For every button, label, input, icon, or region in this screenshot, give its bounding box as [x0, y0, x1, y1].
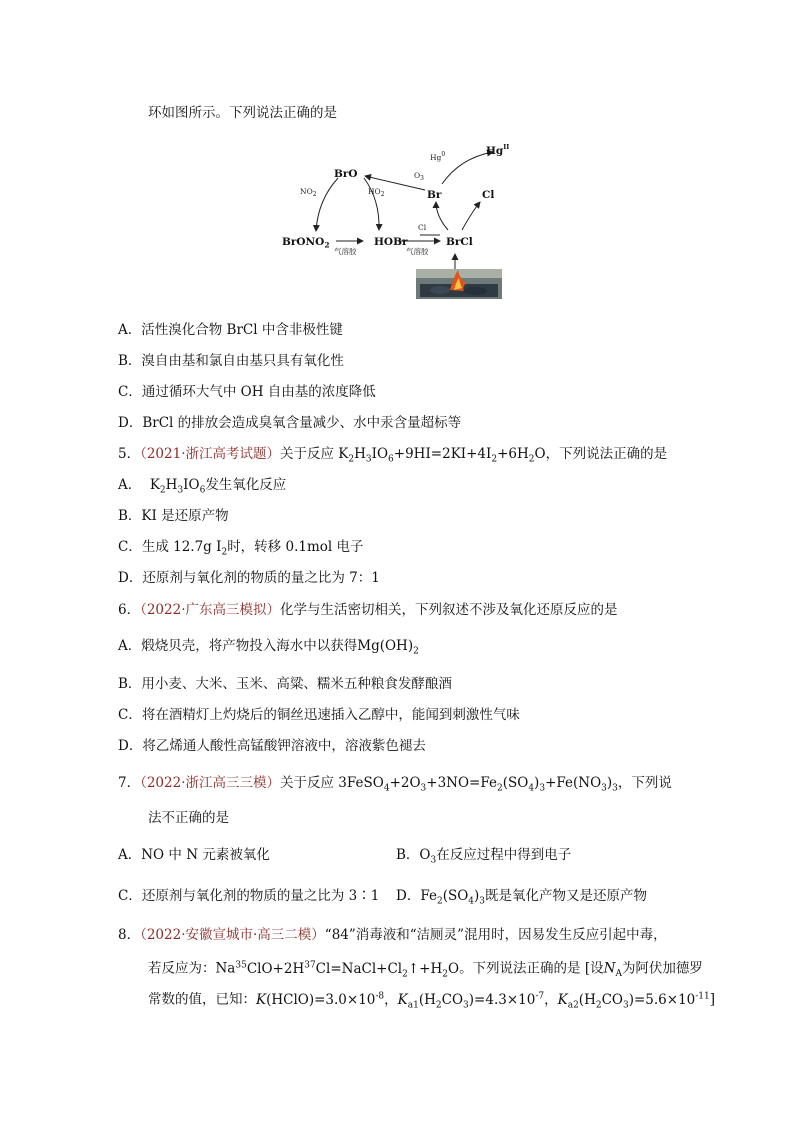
label-aerosol-1: 气溶胶 [334, 247, 357, 256]
q6-option-b: B．用小麦、大米、玉米、高粱、糯米五种粮食发酵酿酒 [118, 676, 452, 692]
node-cl: Cl [482, 189, 495, 201]
q6-option-a: A．煅烧贝壳，将产物投入海水中以获得$Mg(OH)_2$ [118, 638, 419, 657]
q6-option-d: D．将乙烯通人酸性高锰酸钾溶液中，溶液紫色褪去 [118, 738, 426, 754]
node-hg2: $Hg^{II}$ [486, 143, 510, 157]
question-number: 8． [118, 927, 141, 943]
burning-pile-photo [416, 269, 502, 299]
q5-equation: $K_2H_3IO_6+9HI=2KI+4I_2+6H_2O$ [338, 446, 546, 465]
node-bro: BrO [334, 168, 358, 180]
bromine-cycle-diagram [270, 138, 530, 303]
q6-option-c: C．将在酒精灯上灼烧后的铜丝迅速插入乙醇中，能闻到刺激性气味 [118, 707, 520, 723]
q7-stem-line2: 法不正确的是 [148, 810, 229, 826]
arrow-bro-to-hobr [364, 178, 379, 230]
q4-option-c: C．通过循环大气中 OH 自由基的浓度降低 [118, 384, 376, 400]
q8-stem-line3: 常数的值，已知：$K(HClO)=3.0\times 10^{-8}$，$K_{a1}(H_2CO_3)=4.3\times 10^{-7}$，$K_{a2}(H_2CO_3)=5.6\times 10^{-11}$] [148, 991, 716, 1011]
question-source: （2022·安徽宣城市·高三二模） [140, 927, 325, 943]
q5-option-b: B．KI 是还原产物 [118, 508, 229, 524]
arrow-brcl-to-br [436, 202, 448, 230]
q4-option-a: A．活性溴化合物 BrCl 中含非极性键 [118, 322, 343, 338]
label-no2: $NO_2$ [300, 187, 317, 198]
q8-stem-line2: 若反应为：$Na^{35}ClO+2H^{37}Cl=NaCl+Cl_2↑+H_2O$。下列说法正确的是 [设$N_A$为阿伏加德罗 [148, 960, 703, 980]
label-aerosol-2: 气溶胶 [406, 247, 429, 256]
q7-option-b: B．$O_3$在反应过程中得到电子 [396, 847, 572, 866]
arrow-bro-to-brono2 [316, 178, 338, 231]
q8-stem: 8．（2022·安徽宣城市·高三二模）“84”消毒液和“洁厕灵”混用时，因易发生反应引起中毒， [118, 927, 667, 943]
q6-stem: 6．（2022·广东高三模拟）化学与生活密切相关，下列叙述不涉及氧化还原反应的是 [118, 602, 618, 618]
question-source: （2022·广东高三模拟） [140, 602, 280, 618]
q8-equation: $^{35}ClO+2H^{37}Cl=NaCl+Cl_2↑+H_2O$ [235, 960, 460, 980]
question-number: 6． [118, 602, 141, 618]
label-cl-in: Cl [418, 223, 427, 232]
q4-option-b: B．溴自由基和氯自由基只具有氧化性 [118, 353, 344, 369]
q4-option-d: D．BrCl 的排放会造成臭氧含量减少、水中汞含量超标等 [118, 415, 462, 431]
q7-stem: 7．（2022·浙江高三三模）关于反应 $3FeSO_4+2O_3+3NO=Fe_2(SO_4)_3+Fe(NO_3)_3$，下列说 [118, 775, 672, 794]
q5-option-a: A． $K_2H_3IO_6$发生氧化反应 [118, 477, 287, 496]
node-hobr: HOBr [374, 236, 408, 248]
q7-option-a: A．NO 中 N 元素被氧化 [118, 847, 270, 863]
q5-option-c: C．生成 12.7g $I_2$时，转移 0.1mol 电子 [118, 539, 364, 558]
question-4-stem-tail: 环如图所示。下列说法正确的是 [148, 105, 337, 121]
node-brcl: BrCl [446, 236, 473, 248]
q7-equation: $3FeSO_4+2O_3+3NO=Fe_2(SO_4)_3+Fe(NO_3)_3$ [338, 775, 618, 794]
q8-constants: $K(HClO)=3.0\times 10^{-8}$，$K_{a1}(H_2CO_3)=4.3\times 10^{-7}$，$K_{a2}(H_2CO_3)=5.6\times 10^{-11}$ [256, 991, 710, 1011]
question-number: 7． [118, 775, 141, 791]
arrow-brcl-to-cl [462, 202, 480, 230]
q7-option-d: D．$Fe_2(SO_4)_3$既是氧化产物又是还原产物 [396, 888, 648, 907]
q7-option-c: C．还原剂与氧化剂的物质的量之比为 3∶1 [118, 888, 380, 904]
q5-stem: 5．（2021·浙江高考试题）关于反应 $K_2H_3IO_6+9HI=2KI+4I_2+6H_2O$，下列说法正确的是 [118, 446, 668, 465]
label-hg0: Hg$^0$ [430, 151, 446, 162]
q5-option-d: D．还原剂与氧化剂的物质的量之比为 7：1 [118, 570, 380, 586]
label-ho2: $HO_2$ [368, 187, 385, 198]
node-brono2: BrONO$_2$ [282, 236, 330, 250]
node-br: Br [427, 189, 442, 201]
label-o3: $O_3$ [414, 171, 424, 182]
question-source: （2021·浙江高考试题） [140, 446, 280, 462]
question-source: （2022·浙江高三三模） [140, 775, 280, 791]
question-number: 5． [118, 446, 141, 462]
